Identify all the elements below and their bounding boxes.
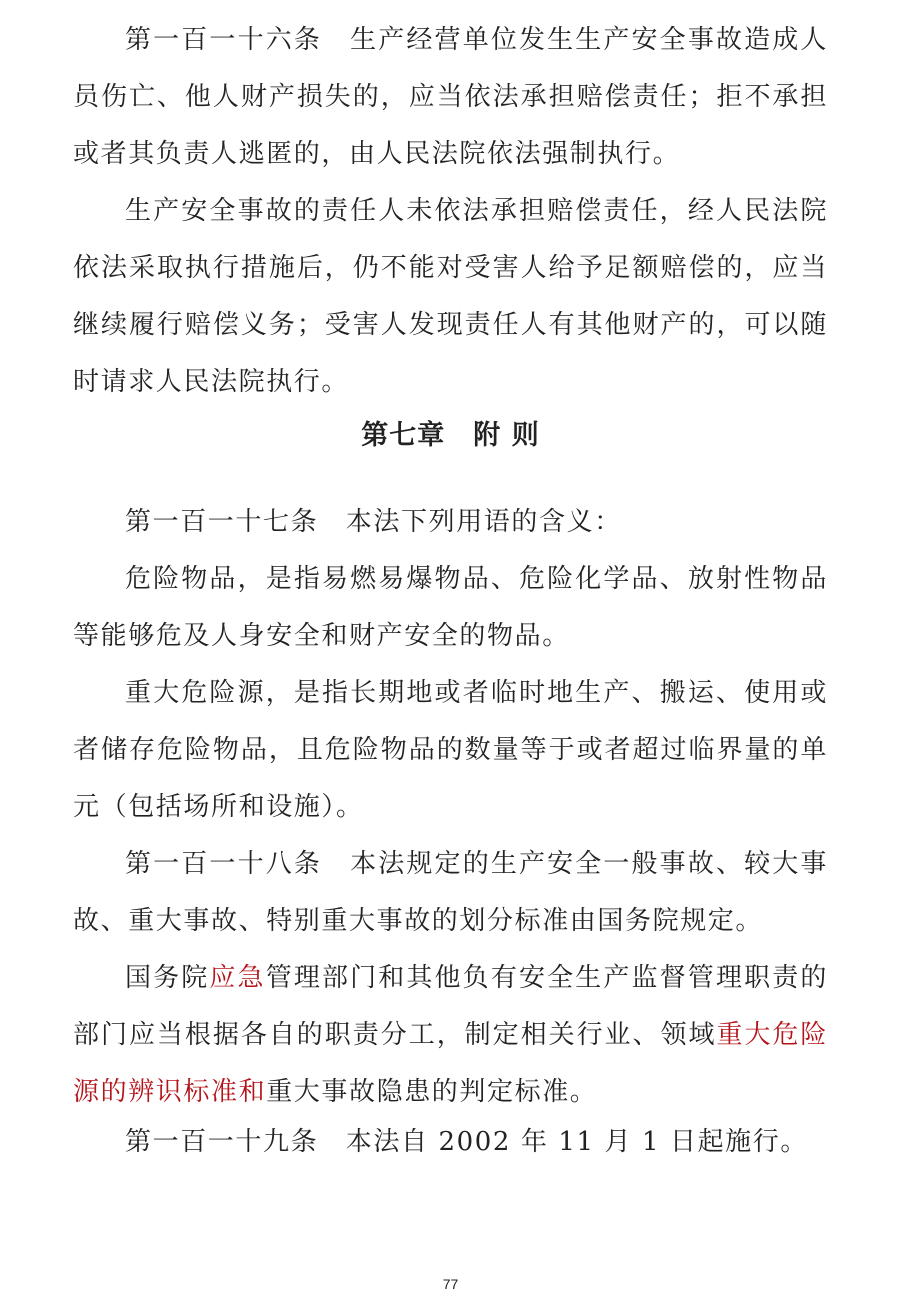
article-117-paragraph-1: 第一百一十七条 本法下列用语的含义： xyxy=(125,507,622,537)
article-116-paragraph-2: 生产安全事故的责任人未依法承担赔偿责任，经人民法院依法采取执行措施后，仍不能对受害人给予足额赔偿的，应当继续履行赔偿义务；受害人发现责任人有其他财产的，可以随时请求人民法院执行。 xyxy=(73,196,828,397)
text-segment: 重大事故隐患的判定标准。 xyxy=(266,1077,598,1107)
page-number: 77 xyxy=(442,1276,459,1292)
article-118-paragraph-1: 第一百一十八条 本法规定的生产安全一般事故、较大事故、重大事故、特别重大事故的划分标准由国务院规定。 xyxy=(73,849,828,936)
article-118-paragraph-2 xyxy=(73,950,828,1121)
article-119-paragraph-1: 第一百一十九条 本法自 2002 年 11 月 1 日起施行。 xyxy=(125,1127,808,1157)
highlighted-text: 应急 xyxy=(209,963,266,993)
text-segment: 国务院 xyxy=(125,963,210,993)
article-116-paragraph-1: 第一百一十六条 生产经营单位发生生产安全事故造成人员伤亡、他人财产损失的，应当依法承担赔偿责任；拒不承担或者其负责人逃匿的，由人民法院依法强制执行。 xyxy=(73,25,828,169)
article-117-paragraph-2: 危险物品，是指易燃易爆物品、危险化学品、放射性物品等能够危及人身安全和财产安全的物品。 xyxy=(73,564,828,651)
highlighted-text: 重大危险源的辨识标准和 xyxy=(73,1020,828,1107)
article-117-paragraph-3: 重大危险源，是指长期地或者临时地生产、搬运、使用或者储存危险物品，且危险物品的数量等于或者超过临界量的单元（包括场所和设施）。 xyxy=(73,678,828,822)
text-segment: 管理部门和其他负有安全生产监督管理职责的部门应当根据各自的职责分工，制定相关行业、领域 xyxy=(73,963,828,1050)
chapter-title: 第七章 附 则 xyxy=(361,420,540,451)
